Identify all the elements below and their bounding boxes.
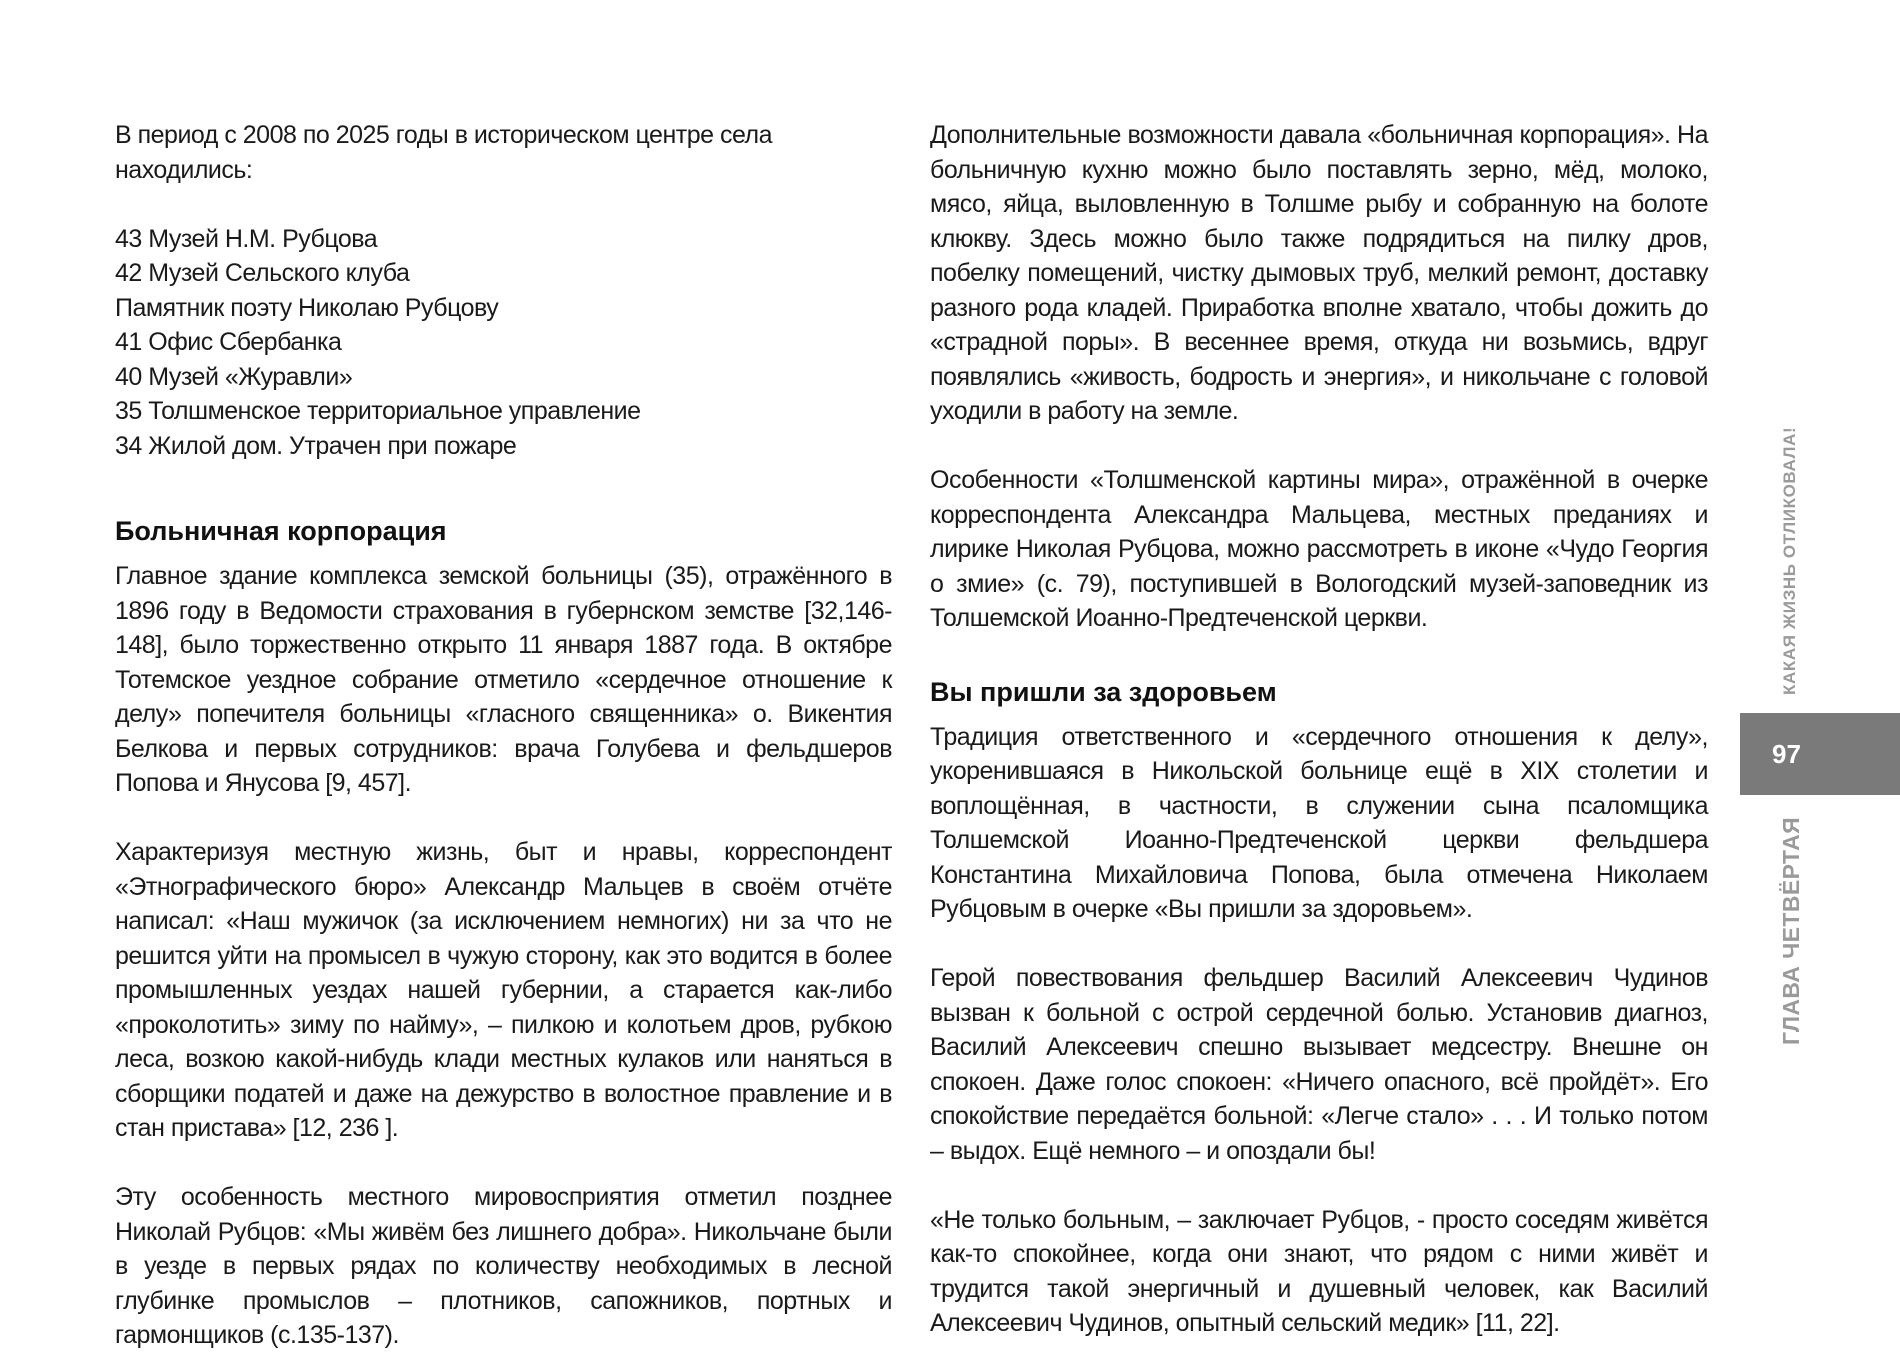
left-column (115, 118, 892, 1353)
paragraph: Традиция ответственного и «сердечного отношения к делу», укоренившаяся в Никольской больнице ещё в XIX столетии и воплощённая, в частности, в служении сына псаломщика Толшемской Иоанно-Предтеченской церкви фельдшера Константина Михайловича Попова, была отмечена Николаем Рубцовым в очерке «Вы пришли за здоровьем». (930, 722, 1708, 923)
list-item: 34 Жилой дом. Утрачен при пожаре (115, 431, 517, 460)
section-heading: Вы пришли за здоровьем (930, 676, 1277, 707)
chapter-label-vertical: ГЛАВА ЧЕТВЁРТАЯ (1778, 816, 1804, 1045)
paragraph: Особенности «Толшменской картины мира», отражённой в очерке корреспондента Александра Мальцева, местных преданиях и лирике Николая Рубцова, можно рассмотреть в иконе «Чудо Георгия о змие» (с. 79), поступившей в Вологодский музей-заповедник из Толшемской Иоанно-Предтеченской церкви. (930, 466, 1708, 632)
paragraph: Характеризуя местную жизнь, быт и нравы, корреспондент «Этнографического бюро» Александр Мальцев в своём отчёте написал: «Наш мужичок (за исключением немногих) ни за что не решится уйти на промысел в чужую сторону, как это водится в более промышленных уездах нашей губернии, а старается как-либо «проколотить» зиму по найму», – пилкою и колотьем дров, рубкою леса, возкою какой-нибудь клади местных кулаков или наняться в сборщики податей и даже на дежурство в волостное правление и в стан пристава» [12, 236 ]. (115, 838, 892, 1142)
list-item: 42 Музей Сельского клуба (115, 259, 410, 287)
intro-text: В период с 2008 по 2025 годы в историческом центре села находились: (115, 121, 773, 184)
list-item: 40 Музей «Журавли» (115, 362, 353, 391)
paragraph: Герой повествования фельдшер Василий Алексеевич Чудинов вызван к больной с острой сердечной болью. Установив диагноз, Василий Алексеевич спешно вызывает медсестру. Внешне он спокоен. Даже голос спокоен: «Ничего опасного, всё пройдёт». Его спокойствие передаётся больной: «Легче стало» . . . И только потом – выдох. Ещё немного – и опоздали бы! (930, 964, 1708, 1165)
list-item: 41 Офис Сбербанка (115, 328, 342, 356)
paragraph: Дополнительные возможности давала «больничная корпорация». На больничную кухню можно было поставлять зерно, мёд, молоко, мясо, яйца, выловленную в Толшме рыбу и собранную на болоте клюкву. Здесь можно было также подрядиться на пилку дров, побелку помещений, чистку дымовых труб, мелкий ремонт, доставку разного рода кладей. Приработка вполне хватало, чтобы дожить до «страдной поры». В весеннее время, откуда ни возьмись, вдруг появлялись «живость, бодрость и энергия», и никольчане с головой уходили в работу на земле. (930, 121, 1708, 425)
page-number: 97 (1740, 713, 1900, 795)
right-column (930, 118, 1708, 1341)
landmark-list (115, 222, 892, 464)
paragraph: Эту особенность местного мировосприятия отметил позднее Николай Рубцов: «Мы живём без лишнего добра». Никольчане были в уезде в первых рядах по количеству необходимых в лесной глубинке промыслов – плотников, сапожников, портных и гармонщиков (с.135-137). (115, 1183, 892, 1349)
section-heading: Больничная корпорация (115, 516, 447, 546)
list-item: Памятник поэту Николаю Рубцову (115, 293, 499, 322)
list-item: 35 Толшменское территориальное управление (115, 397, 641, 425)
list-item: 43 Музей Н.М. Рубцова (115, 224, 378, 253)
side-tab-chapter-title (1740, 405, 1900, 710)
side-tab-chapter-label (1740, 800, 1900, 1050)
paragraph: «Не только больным, – заключает Рубцов, - просто соседям живётся как-то спокойнее, когда они знают, что рядом с ними живёт и трудится такой энергичный и душевный человек, как Василий Алексеевич Чудинов, опытный сельский медик» [11, 22]. (930, 1205, 1708, 1337)
paragraph: Главное здание комплекса земской больницы (35), отражённого в 1896 году в Ведомости страхования в губернском земстве [32,146-148], было торжественно открыто 11 января 1887 года. В октябре Тотемское уездное собрание отметило «сердечное отношение к делу» попечителя больницы «гласного священника» о. Викентия Белкова и первых сотрудников: врача Голубева и фельдшеров Попова и Янусова [9, 457]. (115, 562, 892, 797)
chapter-title-vertical: КАКАЯ ЖИЗНЬ ОТЛИКОВАЛА! (1780, 426, 1799, 695)
